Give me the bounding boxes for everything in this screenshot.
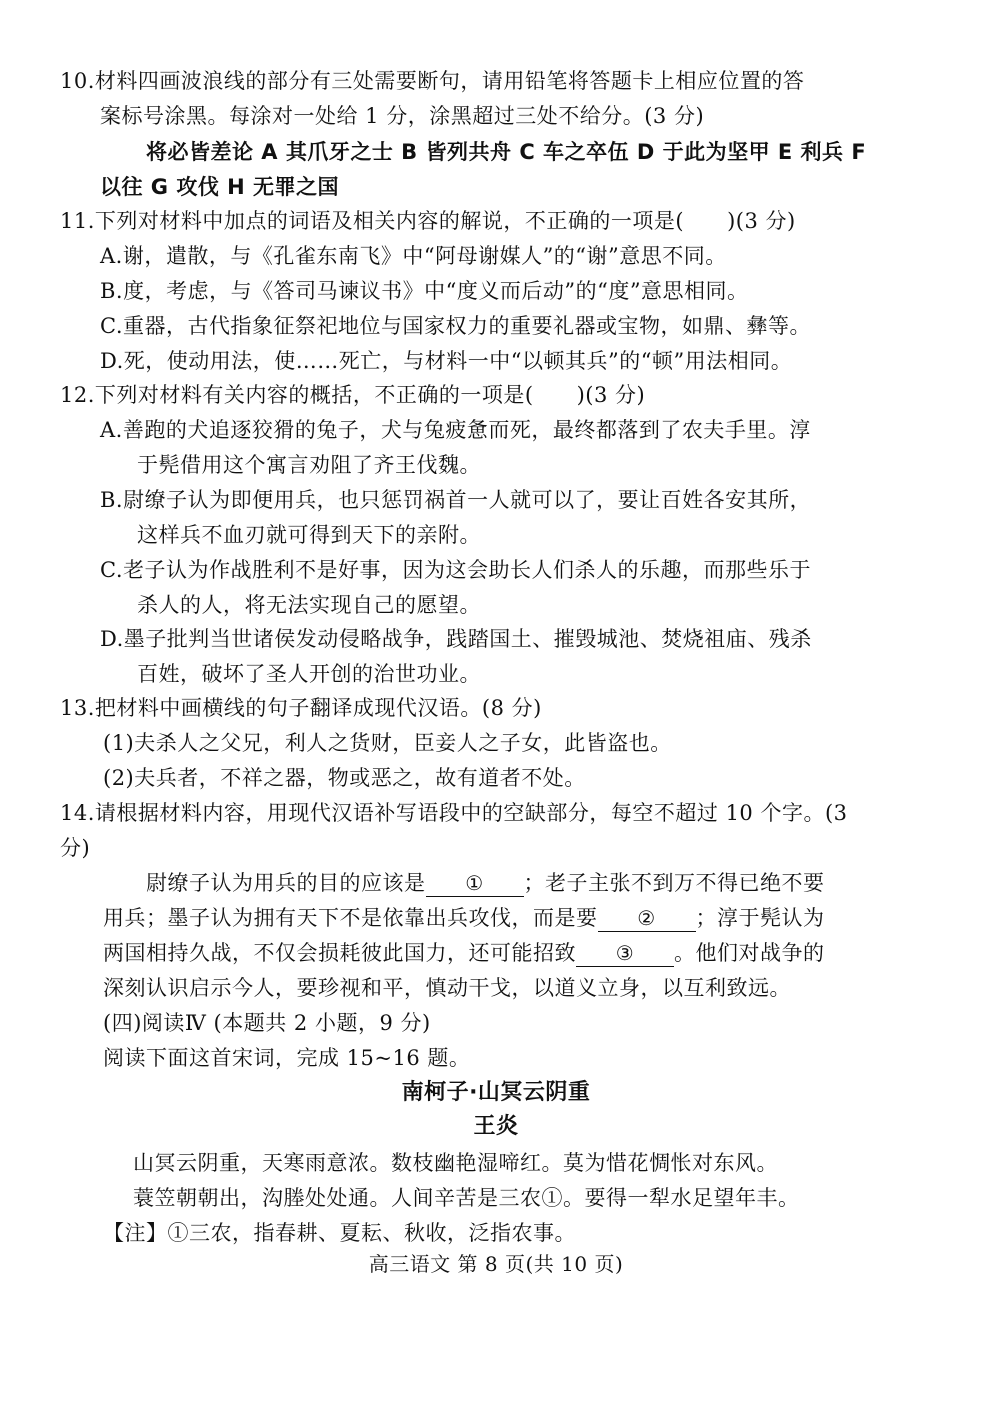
q11-option-d: D.死，使动用法，使……死亡，与材料一中“以顿其兵”的“顿”用法相同。 [100,349,793,373]
q14-p2-text-a: 用兵；墨子认为拥有天下不是依靠出兵攻伐，而是要 [103,906,598,930]
q14-p2-text-b: ；淳于髡认为 [695,906,825,930]
q12-option-c-line2: 杀人的人，将无法实现自己的愿望。 [137,593,481,617]
poem-note: 【注】①三农，指春耕、夏耘、秋收，泛指农事。 [103,1221,576,1245]
q11-option-a: A.谢，遣散，与《孔雀东南飞》中“阿母谢媒人”的“谢”意思不同。 [100,244,727,268]
q14-paragraph-line2 [103,903,825,933]
q10-line2: 案标号涂黑。每涂对一处给 1 分，涂黑超过三处不给分。(3 分) [100,104,705,128]
q12-option-a-line2: 于髡借用这个寓言劝阻了齐王伐魏。 [137,453,481,477]
q12-stem: 12.下列对材料有关内容的概括，不正确的一项是( )(3 分) [60,383,646,407]
q12-option-d-line2: 百姓，破坏了圣人开创的治世功业。 [137,662,481,686]
q14-paragraph-line3 [103,938,825,968]
q13-sentence-2: (2)夫兵者，不祥之器，物或恶之，故有道者不处。 [103,766,586,790]
q10-line1: 10.材料四画波浪线的部分有三处需要断句，请用铅笔将答题卡上相应位置的答 [60,69,805,93]
q13-stem: 13.把材料中画横线的句子翻译成现代汉语。(8 分) [60,696,542,720]
q11-option-c: C.重器，古代指象征祭祀地位与国家权力的重要礼器或宝物，如鼎、彝等。 [100,314,811,338]
q13-sentence-1: (1)夫杀人之父兄，利人之货财，臣妾人之子女，此皆盗也。 [103,731,672,755]
section-4-heading: (四)阅读Ⅳ (本题共 2 小题，9 分) [103,1011,431,1035]
q12-option-b-line2: 这样兵不血刃就可得到天下的亲附。 [137,523,481,547]
q14-paragraph-line1 [146,868,825,898]
q12-option-c-line1: C.老子认为作战胜利不是好事，因为这会助长人们杀人的乐趣，而那些乐于 [100,558,811,582]
q14-p3-text-b: 。他们对战争的 [674,941,825,965]
q12-option-d-line1: D.墨子批判当世诸侯发动侵略战争，践踏国土、摧毁城池、焚烧祖庙、残杀 [100,627,812,651]
q10-passage2: 以往 G 攻伐 H 无罪之国 [100,175,340,199]
poem-line-2: 蓑笠朝朝出，沟塍处处通。人间辛苦是三农①。要得一犁水足望年丰。 [133,1186,800,1210]
q14-p1-text-a: 尉缭子认为用兵的目的应该是 [146,871,426,895]
page-footer: 高三语文 第 8 页(共 10 页) [368,1252,624,1276]
q14-p1-text-b: ；老子主张不到万不得已绝不要 [523,871,825,895]
blank-3-label: ③ [615,941,635,965]
blank-2-label: ② [637,906,656,930]
q14-stem-line2: 分) [60,836,91,860]
q11-stem: 11.下列对材料中加点的词语及相关内容的解说，不正确的一项是( )(3 分) [60,209,796,233]
answer-blank-2[interactable] [598,905,696,932]
answer-blank-1[interactable] [426,870,524,897]
blank-1-label: ① [465,871,484,895]
poem-author: 王炎 [473,1114,519,1139]
q12-option-b-line1: B.尉缭子认为即便用兵，也只惩罚祸首一人就可以了，要让百姓各安其所， [100,488,812,512]
q14-stem-line1: 14.请根据材料内容，用现代汉语补写语段中的空缺部分，每空不超过 10 个字。(3 [60,801,848,825]
poem-title: 南柯子·山冥云阴重 [401,1080,591,1105]
answer-blank-3[interactable] [576,940,674,967]
section-4-instruction: 阅读下面这首宋词，完成 15~16 题。 [103,1046,471,1070]
poem-line-1: 山冥云阴重，天寒雨意浓。数枝幽艳湿啼红。莫为惜花惆怅对东风。 [133,1151,778,1175]
q14-paragraph-line4: 深刻认识启示今人，要珍视和平，慎动干戈，以道义立身，以互利致远。 [103,976,791,1000]
q12-option-a-line1: A.善跑的犬追逐狡猾的兔子，犬与兔疲惫而死，最终都落到了农夫手里。淳 [100,418,811,442]
q14-p3-text-a: 两国相持久战，不仅会损耗彼此国力，还可能招致 [103,941,576,965]
q11-option-b: B.度，考虑，与《答司马谏议书》中“度义而后动”的“度”意思相同。 [100,279,749,303]
q10-passage1: 将必皆差论 A 其爪牙之士 B 皆列共舟 C 车之卒伍 D 于此为坚甲 E 利兵 F [146,140,867,164]
